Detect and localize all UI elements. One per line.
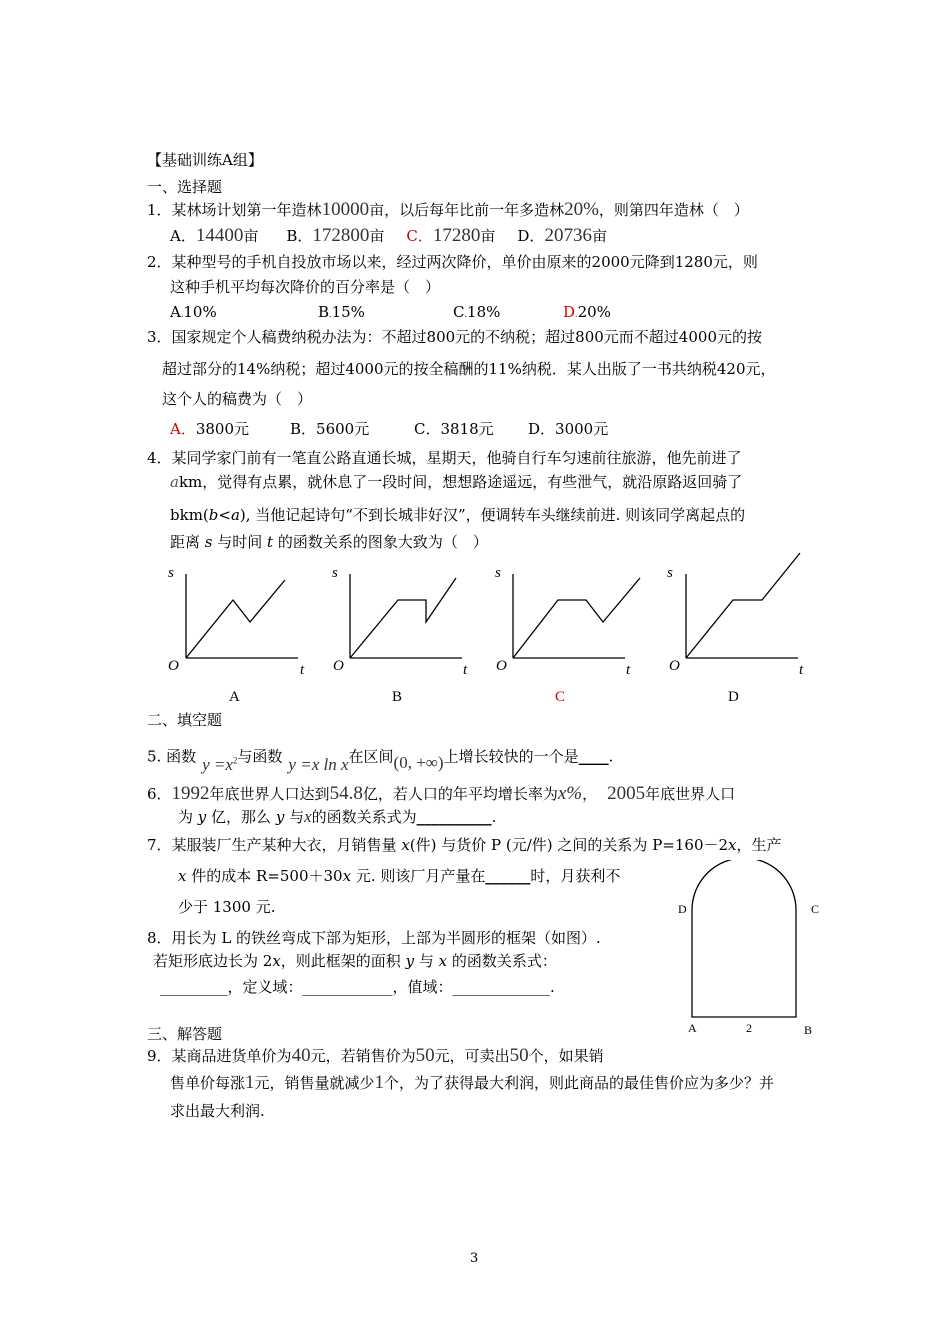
- q9-text-4: 个，如果销: [528, 1047, 604, 1065]
- q1-option-b-unit: 亩: [369, 227, 385, 245]
- q1-option-c-value: 17280: [432, 225, 481, 246]
- q4-var-b: b: [170, 506, 180, 524]
- q7-line-2-c: 时，月获利不: [530, 867, 621, 885]
- section-header: 【基础训练A组】: [147, 151, 263, 169]
- q9-line-2-b: 元，销售量就减少: [254, 1074, 375, 1092]
- q6-text-4: 年底世界人口: [645, 785, 736, 803]
- graph-c-caption: C: [555, 689, 566, 705]
- graph-a[interactable]: [168, 565, 305, 678]
- question-8: [147, 928, 601, 948]
- q5-function-2: y =x ln x: [288, 754, 349, 774]
- q6-year-1: 1992: [171, 783, 210, 804]
- q9-text-2: 元，若销售价为: [310, 1047, 416, 1065]
- graph-a-t-label: t: [300, 662, 305, 678]
- q2-option-b-sep: .: [329, 310, 332, 319]
- q8-var-x: x: [272, 952, 281, 970]
- q8-var-y: y: [405, 952, 415, 970]
- q5-text-2: 在区间: [348, 747, 394, 766]
- q6-rate: x%: [557, 783, 583, 804]
- q1-text-3: ，则第四年造林（ ）: [598, 201, 749, 219]
- q7-number: 7．: [147, 836, 172, 854]
- q4-var-b2: b: [208, 506, 219, 524]
- q1-option-a-unit: 亩: [243, 227, 259, 245]
- q2-option-c-value: 18%: [467, 303, 501, 321]
- q7-var-x: x: [401, 836, 410, 854]
- q4-km: km(: [179, 506, 209, 524]
- graph-b-s-label: s: [332, 565, 338, 581]
- q8-number: 8．: [147, 929, 172, 947]
- q3-option-d-letter: D．: [528, 420, 556, 438]
- question-7: [147, 835, 782, 855]
- q6-text-1: 年底世界人口达到: [209, 785, 330, 803]
- q1-text-1: 某林场计划第一年造林: [171, 201, 322, 219]
- q7-line-1-a: 某服装厂生产某种大衣，月销售量: [171, 836, 402, 854]
- graph-a-origin: O: [168, 658, 179, 674]
- q5-function-1-exp: 2: [232, 755, 238, 765]
- q9-line-2-a: 售单价每涨: [170, 1074, 246, 1092]
- q5-function-1-base: y =x: [202, 754, 233, 774]
- q4-number: 4．: [147, 449, 172, 467]
- q3-option-b-value: 5600元: [316, 420, 370, 438]
- graph-d-curve: [686, 553, 800, 658]
- q6-line-2: [178, 807, 496, 827]
- q1-option-b-value: 172800: [312, 225, 370, 246]
- q4-line-4-c: 的函数关系的图象大致为（ ）: [273, 533, 488, 551]
- q9-line-3: 求出最大利润.: [170, 1102, 265, 1120]
- q2-option-b-letter: B: [318, 303, 330, 321]
- q9-quantity: 50: [509, 1045, 529, 1066]
- q8-label-c: C: [811, 902, 820, 916]
- q8-blank-domain[interactable]: ____________: [302, 978, 393, 996]
- part2-title: 二、填空题: [147, 711, 223, 729]
- q2-option-c-letter: C: [453, 303, 465, 321]
- q6-line-2-d: 的函数关系式为: [311, 808, 417, 826]
- q8-line-2: [153, 951, 557, 971]
- question-9: [147, 1046, 604, 1066]
- q2-option-d-letter: D: [563, 303, 576, 321]
- q4-line-1: 某同学家门前有一笔直公路直通长城，星期天，他骑自行车匀速前往旅游，他先前进了: [171, 449, 742, 467]
- q5-text-3: 上增长较快的一个是: [443, 747, 579, 766]
- graph-b[interactable]: [332, 565, 468, 678]
- q1-option-a-letter: A．: [170, 227, 196, 245]
- q8-label-b: B: [804, 1023, 813, 1037]
- q4-var-a: a: [170, 473, 179, 491]
- q3-line-1: 国家规定个人稿费纳税办法为：不超过800元的不纳税；超过800元而不超过4000元的按: [171, 328, 762, 346]
- q7-line-2-b: 元. 则该厂月产量在: [351, 867, 486, 885]
- q8-domain-label: ，定义域：: [227, 978, 303, 996]
- q5-end: .: [608, 747, 614, 766]
- q3-option-c-letter: C．: [414, 420, 441, 438]
- q7-blank[interactable]: ______: [485, 867, 531, 885]
- q7-line-2-a: 件的成本 R=500＋30: [186, 867, 343, 885]
- q6-end: .: [491, 808, 497, 826]
- q2-option-a-value: 10%: [183, 303, 217, 321]
- q6-year-2: 2005: [607, 783, 646, 804]
- q9-decrement: 1: [374, 1072, 385, 1093]
- q6-line-2-a: 为: [178, 808, 198, 826]
- graph-c-origin: O: [496, 658, 507, 674]
- q4-line-4-b: 与时间: [212, 533, 268, 551]
- graph-d[interactable]: [667, 553, 804, 678]
- q2-number: 2．: [147, 253, 172, 271]
- q7-line-2-var-x: x: [178, 867, 187, 885]
- q5-text-1: 与函数: [237, 747, 283, 766]
- graph-c-s-label: s: [495, 565, 501, 581]
- q8-end: .: [550, 978, 555, 996]
- graph-c[interactable]: [495, 565, 640, 678]
- q8-blank-function[interactable]: _________: [160, 978, 228, 996]
- q6-var-y2: y: [275, 808, 285, 826]
- q7-line-2-var-x2: x: [342, 867, 352, 885]
- q9-price: 50: [415, 1045, 435, 1066]
- q5-number: 5. 函数: [147, 747, 197, 766]
- q5-function-1: [202, 755, 237, 774]
- q4-less-than: <: [218, 506, 231, 524]
- q1-area: 10000: [321, 199, 370, 220]
- q3-number: 3．: [147, 328, 172, 346]
- q9-cost: 40: [291, 1045, 311, 1066]
- q1-option-a-value: 14400: [195, 225, 244, 246]
- q3-option-b-letter: B．: [290, 420, 317, 438]
- q6-var-y: y: [197, 808, 207, 826]
- q6-line-2-b: 亿，那么: [206, 808, 276, 826]
- q9-number: 9．: [147, 1047, 172, 1065]
- q2-option-d-value: 20%: [577, 303, 611, 321]
- graph-d-s-label: s: [667, 565, 673, 581]
- q1-option-c-unit: 亩: [480, 227, 496, 245]
- q7-var-x2: x: [728, 836, 737, 854]
- q6-blank[interactable]: __________: [416, 808, 492, 826]
- q4-line-2-text: km，觉得有点累，就休息了一段时间，想想路途遥远，有些泄气，就沿原路返回骑了: [178, 473, 743, 491]
- q4-var-s: s: [204, 533, 213, 551]
- q3-line-2: 超过部分的14%纳税；超过4000元的按全稿酬的11%纳税．某人出版了一书共纳税420元，: [162, 360, 776, 378]
- q1-option-b-letter: B．: [286, 227, 313, 245]
- q9-increment: 1: [245, 1072, 255, 1093]
- q8-line-2-a: 若矩形底边长为 2: [153, 952, 273, 970]
- graph-b-t-label: t: [463, 662, 468, 678]
- q1-option-d-value: 20736: [544, 225, 592, 246]
- q8-frame: [692, 860, 796, 1017]
- q2-option-b-value: 15%: [331, 303, 365, 321]
- q1-rate: 20%: [564, 199, 599, 220]
- q2-option-d-sep: .: [575, 310, 578, 319]
- q9-text-1: 某商品进货单价为: [171, 1047, 292, 1065]
- q2-option-a-letter: A: [170, 303, 181, 321]
- q8-line-2-c: 与: [414, 952, 439, 970]
- q3-option-c-value: 3818元: [440, 420, 494, 438]
- q8-figure: [670, 860, 830, 1045]
- part1-title: 一、选择题: [147, 178, 223, 196]
- q8-blank-range[interactable]: _____________: [452, 978, 551, 996]
- q7-line-3: 少于 1300 元.: [178, 898, 276, 916]
- q8-line-1: 用长为 L 的铁丝弯成下部为矩形，上部为半圆形的框架（如图）.: [171, 929, 601, 947]
- page-number: 3: [470, 1251, 479, 1266]
- graph-b-curve: [350, 578, 456, 658]
- part3-title: 三、解答题: [147, 1025, 223, 1043]
- graph-d-caption: D: [728, 689, 739, 705]
- q1-number: 1．: [147, 201, 172, 219]
- q6-population: 54.8: [329, 783, 363, 804]
- q2-option-c-sep: .: [464, 310, 468, 319]
- graph-b-caption: B: [392, 689, 403, 705]
- q3-line-3: 这个人的稿费为（ ）: [162, 390, 313, 408]
- graph-a-s-label: s: [168, 565, 174, 581]
- q5-interval: (0, +∞): [393, 752, 444, 772]
- question-6: [147, 784, 735, 804]
- q8-line-2-b: ，则此框架的面积: [280, 952, 406, 970]
- q8-range-label: ，值域：: [392, 978, 453, 996]
- q2-line-2: 这种手机平均每次降价的百分率是（ ）: [170, 278, 441, 296]
- q7-line-1-b: (件) 与货价 P (元/件) 之间的关系为 P=160－2: [409, 836, 729, 854]
- q8-var-x2: x: [438, 952, 448, 970]
- q4-line-4-a: 距离: [170, 533, 205, 551]
- q3-option-a-letter: A．: [170, 420, 196, 438]
- q7-line-1-c: ，生产: [736, 836, 782, 854]
- q8-line-2-d: 的函数关系式：: [447, 952, 557, 970]
- q5-blank[interactable]: ____: [578, 747, 609, 766]
- q6-text-3: ，: [582, 785, 598, 803]
- q8-line-3: [160, 977, 555, 997]
- q2-line-1: 某种型号的手机自投放市场以来，经过两次降价，单价由原来的2000元降到1280元，则: [171, 253, 758, 271]
- q7-line-2: [178, 866, 620, 886]
- q1-option-c-letter: C．: [406, 227, 433, 245]
- q9-line-2: [170, 1073, 774, 1093]
- q8-label-d: D: [678, 902, 687, 916]
- graph-a-curve: [186, 580, 285, 658]
- q2-option-a-sep: .: [180, 310, 184, 319]
- graph-c-curve: [513, 578, 640, 658]
- q1-option-d-unit: 亩: [591, 227, 607, 245]
- q1-option-d-letter: D．: [517, 227, 545, 245]
- q4-var-t: t: [267, 533, 274, 551]
- graph-d-origin: O: [669, 658, 680, 674]
- question-5: [147, 737, 613, 772]
- graph-a-caption: A: [229, 689, 240, 705]
- q6-var-x: x: [304, 807, 312, 826]
- q3-option-d-value: 3000元: [555, 420, 609, 438]
- q9-line-2-c: 个，为了获得最大利润，则此商品的最佳售价应为多少？并: [384, 1074, 775, 1092]
- q8-label-a: A: [688, 1021, 697, 1035]
- graph-b-origin: O: [333, 658, 344, 674]
- graph-d-t-label: t: [799, 662, 804, 678]
- q3-option-a-value: 3800元: [195, 420, 250, 438]
- q4-var-a2: a: [230, 506, 240, 524]
- q6-number: 6．: [147, 785, 172, 803]
- q1-text-2: 亩，以后每年比前一年多造林: [369, 201, 565, 219]
- q8-label-side: 2: [746, 1021, 752, 1035]
- q6-text-2: 亿，若人口的年平均增长率为: [362, 785, 558, 803]
- q9-text-3: 元，可卖出: [434, 1047, 510, 1065]
- graph-c-t-label: t: [626, 662, 631, 678]
- q4-line-3-text: ), 当他记起诗句“不到长城非好汉”，便调转车头继续前进. 则该同学离起点的: [239, 506, 746, 524]
- q6-line-2-c: 与: [284, 808, 305, 826]
